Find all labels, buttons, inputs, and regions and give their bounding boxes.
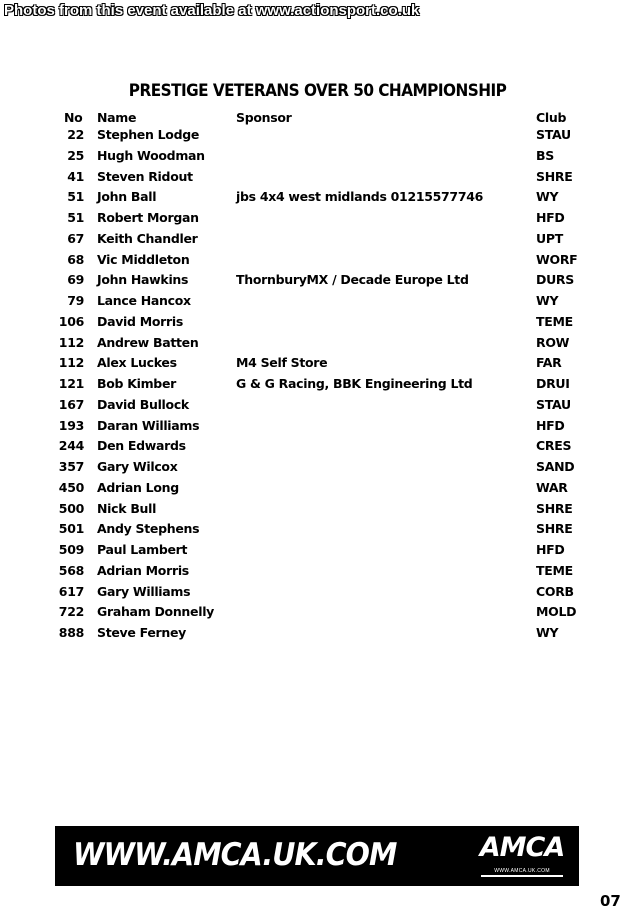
rider-number: 51	[67, 189, 84, 205]
rider-club: MOLD	[536, 604, 577, 620]
rider-name: Paul Lambert	[97, 542, 188, 557]
rider-name: Lance Hancox	[97, 293, 191, 308]
table-row	[0, 604, 635, 625]
rider-number: 112	[58, 355, 84, 371]
header-club: Club	[536, 110, 567, 125]
rider-number: 357	[58, 459, 84, 474]
table-row	[0, 231, 635, 252]
rider-name: Steve Ferney	[97, 625, 187, 640]
rider-number: 244	[58, 438, 84, 454]
rider-number: 68	[67, 251, 84, 267]
table-row	[0, 169, 635, 190]
rider-club: BS	[536, 147, 554, 163]
rider-name: John Ball	[97, 189, 157, 205]
rider-number: 568	[58, 562, 84, 578]
rider-name: Adrian Morris	[97, 562, 189, 578]
rider-club: HFD	[536, 417, 565, 433]
page-title: PRESTIGE VETERANS OVER 50 CHAMPIONSHIP	[128, 81, 507, 101]
rider-club: HFD	[536, 210, 565, 225]
rider-sponsor: jbs 4x4 west midlands 01215577746	[236, 189, 484, 205]
rider-name: Alex Luckes	[97, 355, 177, 371]
rider-name: Steven Ridout	[97, 168, 193, 184]
rider-club: FAR	[536, 355, 562, 371]
footer-banner	[55, 826, 579, 886]
rider-name: Andy Stephens	[97, 521, 200, 537]
watermark: Photos from this event available at www.actionsport.co.uk	[4, 2, 420, 19]
header-sponsor: Sponsor	[236, 110, 292, 125]
rider-name: Den Edwards	[97, 438, 186, 454]
table-row	[0, 438, 635, 459]
rider-number: 500	[58, 500, 84, 516]
rider-number: 722	[58, 604, 84, 620]
rider-club: WORF	[536, 251, 578, 267]
rider-name: Hugh Woodman	[97, 147, 205, 163]
rider-club: UPT	[536, 230, 563, 246]
rider-name: Keith Chandler	[97, 230, 198, 246]
rider-number: 450	[58, 479, 84, 495]
table-row	[0, 335, 635, 356]
rider-sponsor: G & G Racing, BBK Engineering Ltd	[236, 376, 473, 391]
rider-name: David Bullock	[97, 396, 189, 412]
rider-number: 25	[67, 147, 84, 163]
logo-underline	[481, 875, 563, 877]
rider-number: 112	[58, 334, 84, 350]
rider-sponsor: ThornburyMX / Decade Europe Ltd	[236, 272, 469, 288]
header-name: Name	[97, 110, 137, 125]
table-row	[0, 584, 635, 605]
rider-sponsor: M4 Self Store	[236, 355, 328, 371]
table-row	[0, 397, 635, 418]
rider-club: TEME	[536, 562, 573, 578]
logo-subtext: WWW.AMCA.UK.COM	[494, 868, 550, 874]
logo-text: AMCA	[479, 832, 565, 863]
rider-club: DRUI	[536, 376, 570, 391]
rider-club: SHRE	[536, 168, 573, 184]
rider-club: STAU	[536, 127, 571, 142]
rider-club: STAU	[536, 396, 571, 412]
table-row	[0, 252, 635, 273]
rider-number: 106	[58, 313, 84, 329]
table-row	[0, 563, 635, 584]
rider-club: WAR	[536, 479, 568, 495]
rider-number: 509	[58, 542, 84, 557]
rider-name: Gary Williams	[97, 583, 191, 599]
table-row	[0, 293, 635, 314]
rider-number: 193	[58, 417, 84, 433]
rider-number: 51	[67, 210, 84, 225]
table-row	[0, 210, 635, 231]
table-row	[0, 418, 635, 439]
header-no: No	[64, 110, 83, 125]
rider-club: HFD	[536, 542, 565, 557]
rider-name: Stephen Lodge	[97, 127, 200, 142]
rider-number: 167	[58, 396, 84, 412]
rider-number: 617	[58, 583, 84, 599]
rider-name: Graham Donnelly	[97, 604, 215, 620]
table-row	[0, 148, 635, 169]
rider-number: 79	[67, 293, 84, 308]
rider-number: 888	[58, 625, 84, 640]
rider-club: WY	[536, 189, 559, 205]
rider-number: 121	[58, 376, 84, 391]
page-number: 07	[600, 892, 621, 910]
rider-club: WY	[536, 293, 559, 308]
amca-logo	[479, 832, 565, 880]
rider-name: Adrian Long	[97, 479, 179, 495]
table-row	[0, 314, 635, 335]
rider-number: 22	[67, 127, 84, 142]
table-row	[0, 189, 635, 210]
table-row	[0, 542, 635, 563]
rider-name: Gary Wilcox	[97, 459, 178, 474]
table-row	[0, 625, 635, 646]
rider-number: 41	[67, 168, 84, 184]
rider-club: ROW	[536, 334, 570, 350]
rider-club: DURS	[536, 272, 574, 288]
rider-name: Nick Bull	[97, 500, 157, 516]
rider-name: Robert Morgan	[97, 210, 199, 225]
rider-club: SHRE	[536, 500, 573, 516]
table-row	[0, 127, 635, 148]
rider-name: Daran Williams	[97, 417, 200, 433]
rider-number: 67	[67, 230, 84, 246]
rider-name: David Morris	[97, 313, 184, 329]
rider-club: SAND	[536, 459, 575, 474]
rider-number: 69	[67, 272, 84, 288]
rider-number: 501	[58, 521, 84, 537]
table-row	[0, 376, 635, 397]
rider-club: CRES	[536, 438, 572, 454]
rider-name: Andrew Batten	[97, 334, 199, 350]
table-row	[0, 521, 635, 542]
banner-url: WWW.AMCA.UK.COM	[73, 837, 397, 873]
rider-name: Vic Middleton	[97, 251, 190, 267]
table-row	[0, 355, 635, 376]
rider-club: WY	[536, 625, 559, 640]
table-row	[0, 480, 635, 501]
rider-club: TEME	[536, 313, 573, 329]
table-row	[0, 459, 635, 480]
rider-name: John Hawkins	[97, 272, 189, 288]
rider-name: Bob Kimber	[97, 376, 177, 391]
rider-club: CORB	[536, 583, 574, 599]
table-row	[0, 501, 635, 522]
rider-club: SHRE	[536, 521, 573, 537]
table-row	[0, 272, 635, 293]
